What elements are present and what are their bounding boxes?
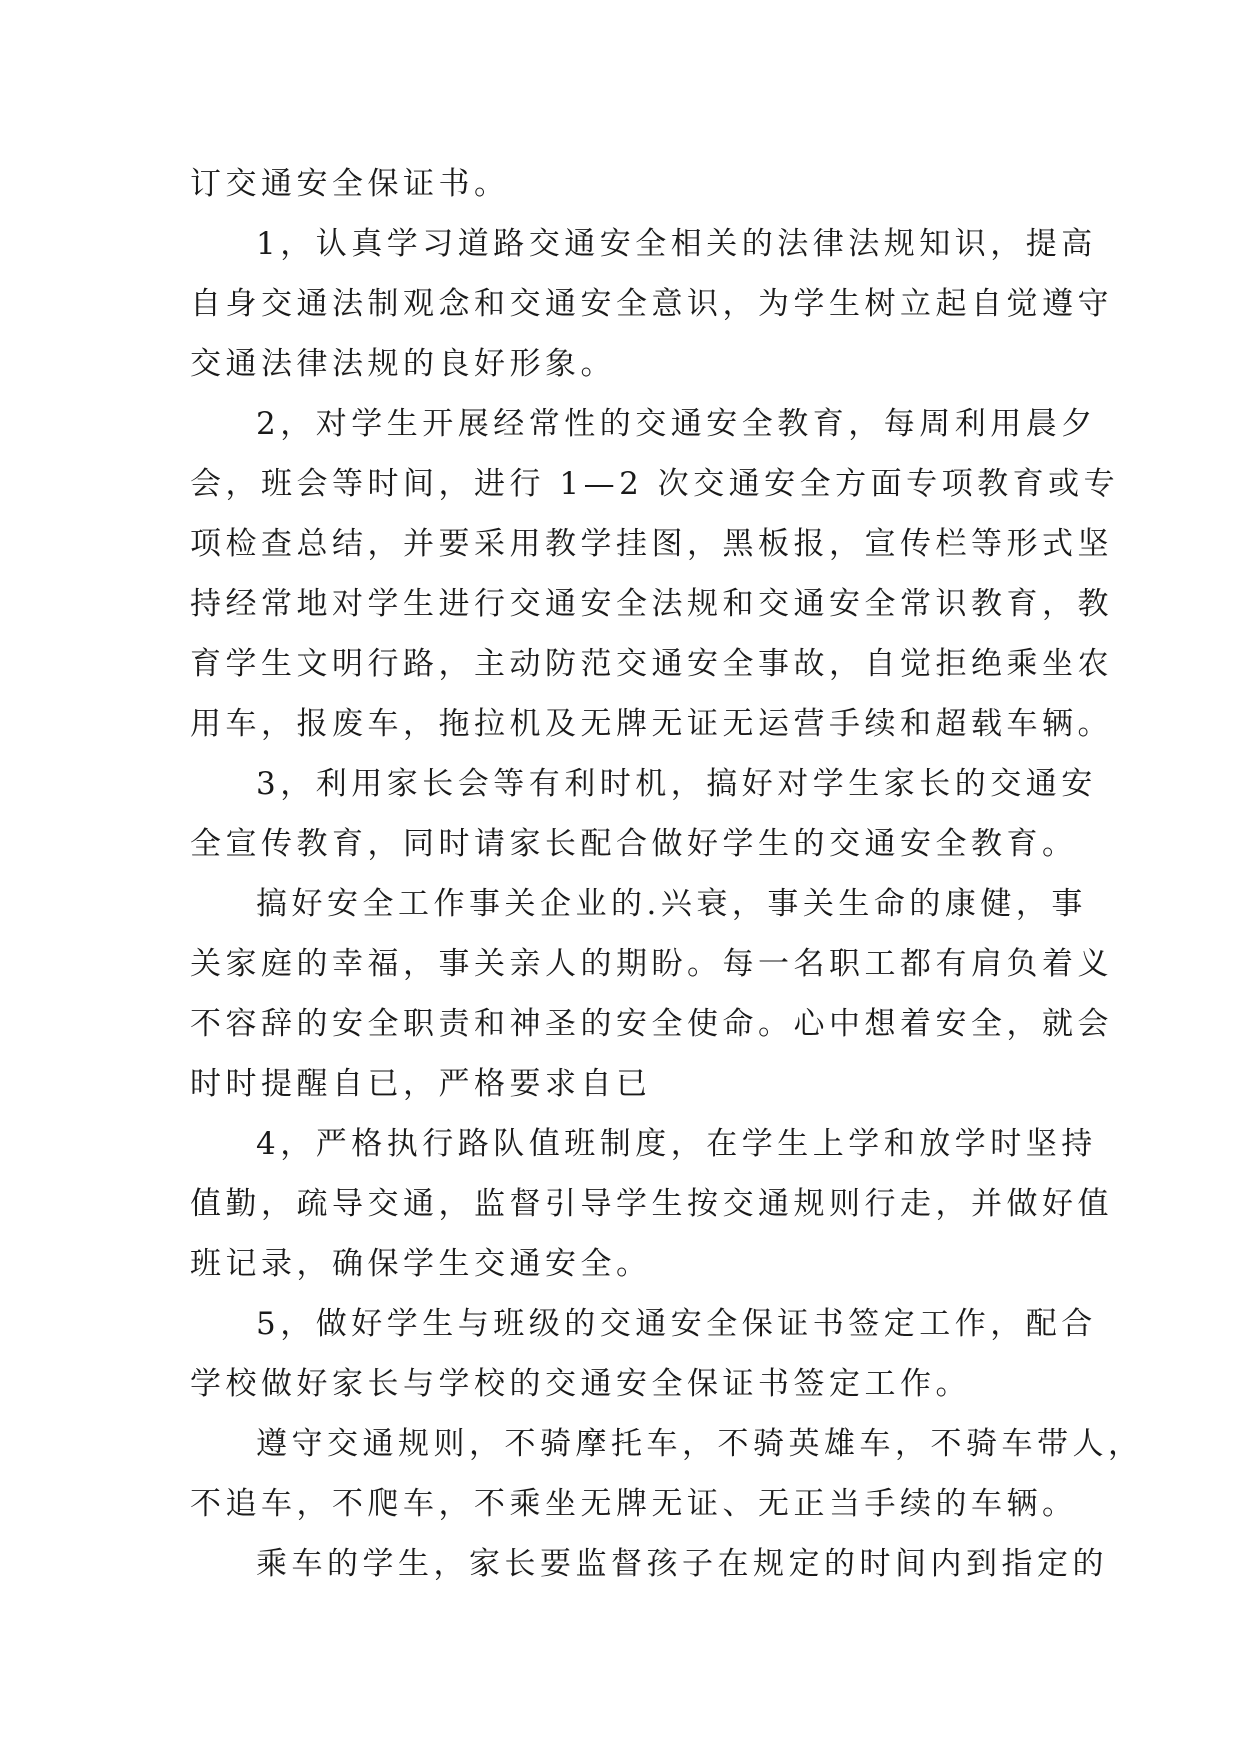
paragraph-start-line: 遵守交通规则，不骑摩托车，不骑英雄车，不骑车带人， xyxy=(256,1426,1144,1462)
text-line: 学校做好家长与学校的交通安全保证书签定工作。 xyxy=(190,1366,971,1402)
text-line: 会，班会等时间，进行 1—2 次交通安全方面专项教育或专 xyxy=(190,466,1120,502)
paragraph-start-line: 3，利用家长会等有利时机，搞好对学生家长的交通安 xyxy=(256,766,1097,802)
paragraph-start-line: 1，认真学习道路交通安全相关的法律法规知识，提高 xyxy=(256,226,1097,262)
text-line: 用车，报废车，拖拉机及无牌无证无运营手续和超载车辆。 xyxy=(190,706,1113,742)
paragraph-start-line: 搞好安全工作事关企业的.兴衰，事关生命的康健，事 xyxy=(256,886,1087,922)
document-body xyxy=(190,154,1144,1594)
text-line: 不容辞的安全职责和神圣的安全使命。心中想着安全，就会 xyxy=(190,1006,1113,1042)
text-line: 班记录，确保学生交通安全。 xyxy=(190,1246,652,1282)
text-line: 项检查总结，并要采用教学挂图，黑板报，宣传栏等形式坚 xyxy=(190,526,1113,562)
text-line: 关家庭的幸福，事关亲人的期盼。每一名职工都有肩负着义 xyxy=(190,946,1113,982)
paragraph-start-line: 乘车的学生，家长要监督孩子在规定的时间内到指定的 xyxy=(256,1546,1108,1582)
text-line: 交通法律法规的良好形象。 xyxy=(190,346,616,382)
text-line: 值勤，疏导交通，监督引导学生按交通规则行走，并做好值 xyxy=(190,1186,1113,1222)
text-line: 不追车，不爬车，不乘坐无牌无证、无正当手续的车辆。 xyxy=(190,1486,1078,1522)
text-line: 订交通安全保证书。 xyxy=(190,166,510,202)
text-line: 全宣传教育，同时请家长配合做好学生的交通安全教育。 xyxy=(190,826,1078,862)
text-line: 育学生文明行路，主动防范交通安全事故，自觉拒绝乘坐农 xyxy=(190,646,1113,682)
text-line: 时时提醒自已，严格要求自已 xyxy=(190,1066,652,1102)
text-line: 自身交通法制观念和交通安全意识，为学生树立起自觉遵守 xyxy=(190,286,1113,322)
paragraph-start-line: 2，对学生开展经常性的交通安全教育，每周利用晨夕 xyxy=(256,406,1097,442)
paragraph-start-line: 5，做好学生与班级的交通安全保证书签定工作，配合 xyxy=(256,1306,1097,1342)
text-line: 持经常地对学生进行交通安全法规和交通安全常识教育，教 xyxy=(190,586,1113,622)
paragraph-start-line: 4，严格执行路队值班制度，在学生上学和放学时坚持 xyxy=(256,1126,1097,1162)
